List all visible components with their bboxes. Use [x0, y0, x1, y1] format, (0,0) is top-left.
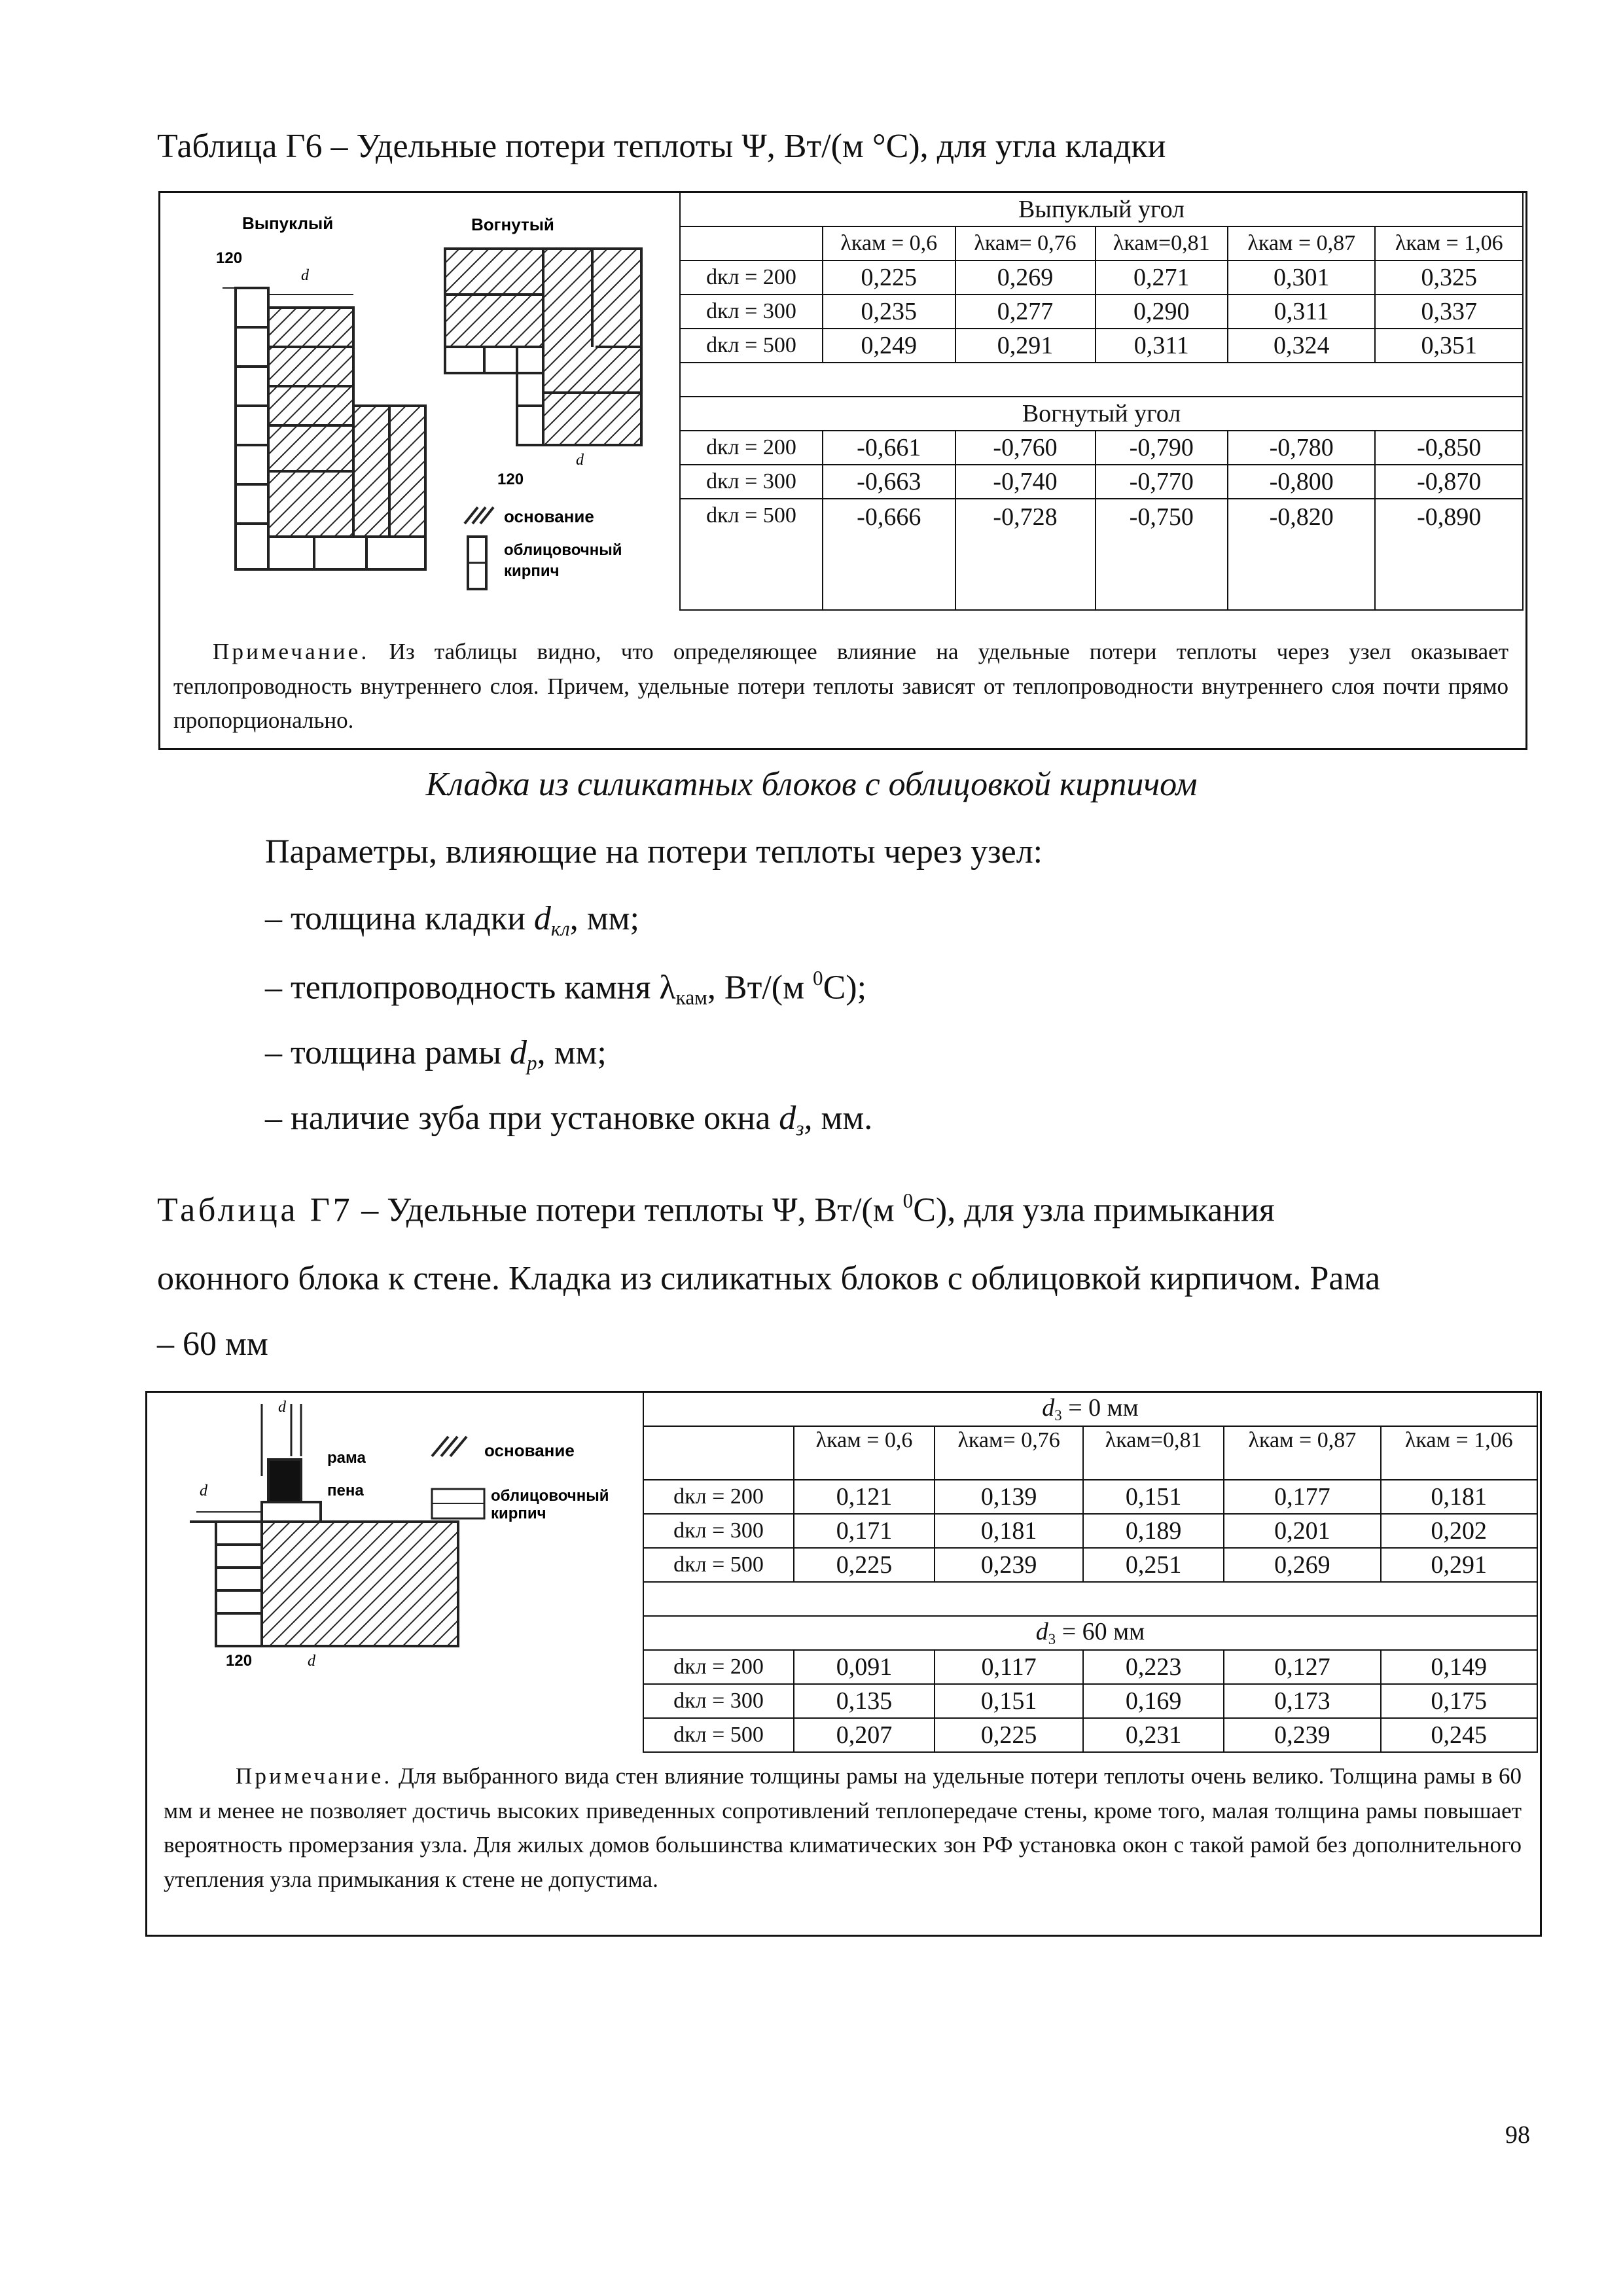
g6-fig-dim-120: 120 [216, 249, 243, 267]
cell-value: 0,311 [1096, 329, 1228, 363]
cell-value: 0,290 [1096, 295, 1228, 329]
cell-value: 0,291 [1381, 1548, 1537, 1582]
cell-value: 0,301 [1228, 260, 1375, 295]
g7-fig-label-foam: пена [327, 1482, 364, 1499]
row-label: dкл = 300 [680, 465, 823, 499]
cell-value: 0,231 [1083, 1718, 1224, 1752]
cell-value: -0,666 [823, 499, 955, 610]
cell-value: -0,728 [955, 499, 1096, 610]
g7-lambda-header: λкам = 1,06 [1381, 1426, 1537, 1480]
cell-value: 0,251 [1083, 1548, 1224, 1582]
cell-value: 0,245 [1381, 1718, 1537, 1752]
cell-value: 0,121 [794, 1480, 935, 1514]
cell-value: -0,800 [1228, 465, 1375, 499]
g6-header-empty [680, 226, 823, 260]
g6-fig-convex-drawing [223, 288, 425, 569]
cell-value: 0,311 [1228, 295, 1375, 329]
cell-value: -0,850 [1375, 431, 1523, 465]
g7-spacer-row [643, 1582, 1537, 1616]
cell-value: -0,870 [1375, 465, 1523, 499]
cell-value: 0,324 [1228, 329, 1375, 363]
cell-value: -0,780 [1228, 431, 1375, 465]
cell-value: 0,225 [935, 1718, 1083, 1752]
g7-figure [177, 1397, 635, 1672]
g7-fig-dim-120: 120 [226, 1652, 253, 1670]
g7-note [164, 1759, 1522, 1897]
cell-value: 0,175 [1381, 1684, 1537, 1718]
g7-legend-brick1: облицовочный [491, 1487, 609, 1505]
cell-value: 0,139 [935, 1480, 1083, 1514]
cell-value: 0,151 [935, 1684, 1083, 1718]
cell-value: 0,239 [1224, 1718, 1380, 1752]
cell-value: -0,890 [1375, 499, 1523, 610]
table-row [680, 465, 1523, 499]
row-label: dкл = 200 [680, 431, 823, 465]
cell-value: -0,770 [1096, 465, 1228, 499]
g6-fig-dim-120b: 120 [497, 471, 524, 488]
g6-lambda-header: λкам = 1,06 [1375, 226, 1523, 260]
cell-value: 0,151 [1083, 1480, 1224, 1514]
g7-section-dz60: $d_3 = 60$ мм [643, 1616, 1537, 1650]
g7-legend-base: основание [484, 1441, 575, 1460]
row-label: dкл = 300 [643, 1514, 794, 1548]
table-row [643, 1548, 1537, 1582]
cell-value: 0,171 [794, 1514, 935, 1548]
g6-legend-base-icon [465, 507, 493, 524]
g6-figure [170, 196, 668, 615]
row-label: dкл = 500 [643, 1548, 794, 1582]
g6-note-text: Из таблицы видно, что определяющее влияние на удельные потери теплоты через узел оказывает теплопроводность внутреннего слоя. Причем, удельные потери теплоты зависят от теплопроводности внутреннего слоя почти прямо пропорционально. [173, 639, 1508, 733]
cell-value: -0,740 [955, 465, 1096, 499]
cell-value: -0,663 [823, 465, 955, 499]
row-label: dкл = 200 [643, 1480, 794, 1514]
g7-fig-drawing [190, 1404, 458, 1646]
cell-value: 0,201 [1224, 1514, 1380, 1548]
table-g7-caption-line3: – 60 мм [157, 1325, 268, 1363]
row-label: dкл = 300 [643, 1684, 794, 1718]
cell-value: 0,223 [1083, 1650, 1224, 1684]
g7-note-label: Примечание. [236, 1763, 393, 1789]
cell-value: -0,760 [955, 431, 1096, 465]
g6-lambda-header: λкам = 0,6 [823, 226, 955, 260]
g6-note-label: Примечание. [213, 639, 370, 664]
table-row [680, 431, 1523, 465]
cell-value: 0,277 [955, 295, 1096, 329]
table-row [680, 329, 1523, 363]
g7-fig-dim-dz: d [278, 1399, 286, 1416]
table-g6 [679, 192, 1524, 611]
g7-legend-brick2: кирпич [491, 1505, 546, 1522]
cell-value: -0,820 [1228, 499, 1375, 610]
cell-value: 0,239 [935, 1548, 1083, 1582]
table-row [643, 1650, 1537, 1684]
g6-legend-base: основание [504, 507, 594, 526]
table-row [680, 260, 1523, 295]
g6-fig-dim-d: d [301, 267, 309, 284]
cell-value: 0,181 [935, 1514, 1083, 1548]
g6-lambda-header: λкам=0,81 [1096, 226, 1228, 260]
table-g7-caption-line2: оконного блока к стене. Кладка из силикатных блоков с облицовкой кирпичом. Рама [157, 1260, 1381, 1297]
param-item: – наличие зуба при установке окна $d_з$, мм. [265, 1100, 873, 1140]
row-label: dкл = 500 [643, 1718, 794, 1752]
table-g7 [643, 1391, 1538, 1753]
g7-fig-dim-d: d [200, 1482, 207, 1499]
cell-value: 0,271 [1096, 260, 1228, 295]
section-heading: Кладка из силикатных блоков с облицовкой кирпичом [425, 766, 1198, 803]
cell-value: 0,135 [794, 1684, 935, 1718]
cell-value: 0,325 [1375, 260, 1523, 295]
g7-fig-label-frame: рама [327, 1449, 366, 1467]
cell-value: 0,225 [794, 1548, 935, 1582]
param-item: – толщина кладки $d_{кл}$, мм; [265, 900, 639, 941]
g7-header-empty [643, 1426, 794, 1480]
g6-section-convex: Выпуклый угол [680, 192, 1523, 226]
g7-fig-dim-dkl: d [308, 1653, 315, 1670]
row-label: dкл = 300 [680, 295, 823, 329]
param-item: – теплопроводность камня $\lambda_{кам}$, Вт/(м $^0$С); [265, 967, 867, 1009]
cell-value: 0,177 [1224, 1480, 1380, 1514]
cell-value: 0,127 [1224, 1650, 1380, 1684]
table-row [643, 1480, 1537, 1514]
table-row [680, 295, 1523, 329]
cell-value: 0,337 [1375, 295, 1523, 329]
g6-legend-brick1: облицовочный [504, 541, 622, 559]
cell-value: 0,169 [1083, 1684, 1224, 1718]
g6-fig-label-convex: Выпуклый [242, 213, 334, 233]
g6-spacer-row [680, 363, 1523, 397]
g6-lambda-header: λкам= 0,76 [955, 226, 1096, 260]
params-intro: Параметры, влияющие на потери теплоты через узел: [265, 833, 1043, 870]
cell-value: -0,750 [1096, 499, 1228, 610]
table-row [680, 499, 1523, 610]
cell-value: -0,790 [1096, 431, 1228, 465]
g7-lambda-header: λкам= 0,76 [935, 1426, 1083, 1480]
row-label: dкл = 500 [680, 499, 823, 610]
cell-value: 0,207 [794, 1718, 935, 1752]
cell-value: 0,149 [1381, 1650, 1537, 1684]
cell-value: 0,351 [1375, 329, 1523, 363]
row-label: dкл = 200 [680, 260, 823, 295]
g6-fig-concave-drawing [445, 249, 641, 445]
cell-value: 0,235 [823, 295, 955, 329]
row-label: dкл = 500 [680, 329, 823, 363]
table-g7-caption-line1: Таблица Г7 – Удельные потери теплоты Ψ, Вт/(м $^0$С), для узла примыкания [157, 1189, 1275, 1229]
g7-note-text: Для выбранного вида стен влияние толщины рамы на удельные потери теплоты очень велико. Толщина рамы в 60 мм и менее не позволяет достичь высоких приведенных сопротивлений теплопередаче стены, кроме того, малая толщина рамы повышает вероятность промерзания узла. Для жилых домов большинства климатических зон РФ установка окон с такой рамой без дополнительного утепления узла примыкания к стене не допустима. [164, 1763, 1522, 1892]
cell-value: 0,269 [955, 260, 1096, 295]
table-row [643, 1684, 1537, 1718]
cell-value: -0,661 [823, 431, 955, 465]
table-row [643, 1514, 1537, 1548]
table-g6-caption: Таблица Г6 – Удельные потери теплоты Ψ, Вт/(м °С), для угла кладки [157, 128, 1166, 165]
cell-value: 0,181 [1381, 1480, 1537, 1514]
cell-value: 0,249 [823, 329, 955, 363]
g7-lambda-header: λкам = 0,6 [794, 1426, 935, 1480]
row-label: dкл = 200 [643, 1650, 794, 1684]
cell-value: 0,291 [955, 329, 1096, 363]
table-row [643, 1718, 1537, 1752]
g7-lambda-header: λкам=0,81 [1083, 1426, 1224, 1480]
cell-value: 0,173 [1224, 1684, 1380, 1718]
g6-lambda-header: λкам = 0,87 [1228, 226, 1375, 260]
g6-note [173, 635, 1508, 738]
page-number: 98 [1505, 2121, 1530, 2149]
g6-section-concave: Вогнутый угол [680, 397, 1523, 431]
g6-fig-label-concave: Вогнутый [471, 215, 554, 234]
g6-legend-brick2: кирпич [504, 562, 560, 580]
cell-value: 0,202 [1381, 1514, 1537, 1548]
param-item: – толщина рамы $d_р$, мм; [265, 1034, 607, 1075]
g7-legend-base-icon [432, 1437, 467, 1456]
g7-section-dz0: $d_3 = 0$ мм [643, 1392, 1537, 1426]
cell-value: 0,189 [1083, 1514, 1224, 1548]
cell-value: 0,117 [935, 1650, 1083, 1684]
cell-value: 0,225 [823, 260, 955, 295]
g6-fig-dim-d2: d [576, 452, 584, 469]
g7-lambda-header: λкам = 0,87 [1224, 1426, 1380, 1480]
cell-value: 0,091 [794, 1650, 935, 1684]
cell-value: 0,269 [1224, 1548, 1380, 1582]
